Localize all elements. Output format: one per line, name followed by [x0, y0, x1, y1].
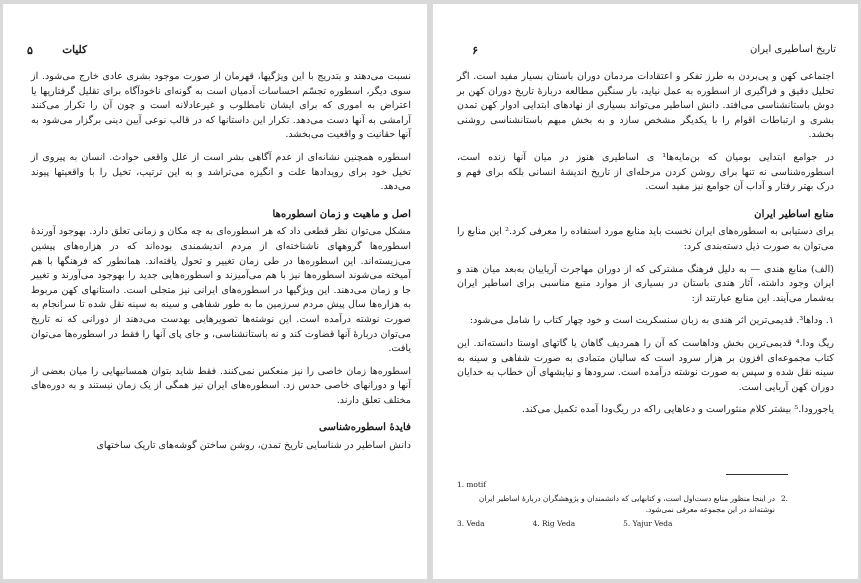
paragraph: ۱. ودا‌ها³. قدیمی‌ترین اثر هندی به زبان سنسکریت است و خود چهار کتاب را شامل می‌شود: [469, 315, 834, 327]
footnote-5: 5. Yajur Veda [623, 519, 673, 528]
paragraph: اجتماعی کهن و پی‌بردن به طرز تفکر و اعتقادات مردمان دوران باستان بسیار مفید است. اگر تحلیل دقیق و فراگیری از اسطوره به عمل نیاید، بار سنگین مطالعه دربارهٔ تاریخ دوران کهن بر دوش باستانشناسی می‌افتد. دانش اساطیر می‌تواند بسیاری از نهادهای ابتدایی ادوار کهن تمدن بشری و ارتباطات اقوام را با یکدیگر مشخص سازد و به بخش مبهم باستانشناسی روشنی بخشد. [457, 71, 834, 141]
footnote-2 [457, 493, 788, 515]
paragraph: اسطوره‌ها زمان خاصی را نیز منعکس نمی‌کنند. فقط شاید بتوان همسانیهایی را میان بعضی از آنها و دورانهای خاصی حدس زد. اسطوره‌های ایران نیز همگی از یک زمان نیستند و به دوره‌های مختلف تعلق دارند. [31, 365, 411, 406]
paragraph: ریگ ودا.⁴ قدیمی‌ترین بخش وداهاست که آن را همردیف گاهان یا گاتهای اوستا دانسته‌اند. این کتاب مجموعه‌ای افزون بر هزار سرود است که سالیان متمادی به صورت شفاهی و سینه به سینه نقل شده و سپس به صورت نوشته درآمده است. سرودها و نیایشهای آن خطاب به خدایان دوران کهن آریایی است. [457, 337, 834, 393]
running-header: تاریخ اساطیری ایران [750, 44, 836, 55]
running-header: کلیات [62, 44, 87, 56]
section-heading: فایدهٔ اسطوره‌شناسی [318, 421, 411, 434]
page-number: ۵ [27, 44, 33, 57]
right-page [433, 4, 858, 579]
left-page-body [31, 70, 411, 462]
footnotes [457, 474, 788, 529]
left-page-header [25, 44, 405, 60]
footnote-row [457, 518, 788, 529]
right-page-header [455, 44, 836, 60]
paragraph: دانش اساطیر در شناسایی تاریخ تمدن، روشن ساختن گوشه‌های تاریک ساختهای [96, 440, 411, 452]
footnote-2-number: 2. [780, 494, 788, 503]
paragraph: برای دستیابی به اسطوره‌های ایران نخست باید منابع مورد استفاده را معرفی کرد.² این منابع را می‌توان به صورت ذیل دسته‌بندی کرد: [457, 226, 834, 252]
footnote-1: 1. motif [457, 480, 486, 489]
paragraph: یاجورودا.⁵ بیشتر کلام منثوراست و دعاهایی راکه در ریگ‌ودا آمده تکمیل می‌کند. [521, 404, 834, 416]
paragraph: اسطوره همچنین نشانه‌ای از عدم آگاهی بشر است از علل واقعی حوادث. انسان به پیروی از تخیل خود برای رویدادها علت و انگیزه می‌تراشد و به این ترتیب، تخیل را با واقعیتها پیوند می‌دهد. [31, 151, 411, 193]
paragraph: (الف) منابع هندی — به دلیل فرهنگ مشترکی که از دوران مهاجرت آریاییان به‌بعد میان هند و ایران وجود داشته، آثار هندی باستان در بسیاری از موارد منبع مناسبی برای اساطیر ایران به‌شمار می‌آیند. این منابع عبارتند از: [457, 263, 834, 304]
paragraph: نسبت می‌دهند و بتدریج با این ویژگیها، قهرمان از صورت موجود بشری عادی خارج می‌شود. از سوی دیگر، اسطوره تجسّم احساسات آدمیان است به گونه‌ای ناخودآگاه برای تقلیل گرفتاریها یا اعتراض به اموری که برای ایشان نامطلوب و غیرعادلانه است و چون آن را تکرار می‌کنند آرامشی به آنها دست می‌دهد. تکرار این داستانها که در قالب نوعی آیین دینی برگزار می‌شود به آنها حقانیت و واقعیت می‌بخشد. [31, 71, 411, 141]
footnote-3: 3. Veda [457, 519, 485, 528]
right-page-body [457, 70, 834, 426]
section-heading: منابع اساطیر ایران [754, 207, 834, 220]
section-heading: اصل و ماهیت و زمان اسطوره‌ها [272, 207, 411, 220]
paragraph: در جوامع ابتدایی بومیان که بن‌مایه‌ها¹ ی اساطیری هنوز در میان آنها زنده است، اسطوره‌شناسی نه تنها برای روشن کردن مرحله‌ای از تاریخ اندیشهٔ انسانی بلکه برای فهم و درک بهتر رفتار و آداب آن جوامع نیز مفید است. [457, 151, 834, 193]
footnote-4: 4. Rig Veda [532, 519, 576, 528]
footnote-2-text: در اینجا منظور منابع دست‌اول است، و کتابهایی که دانشمندان و پژوهشگران دربارهٔ اساطیر ایران نوشته‌اند در این مجموعه معرفی نمی‌شود. [478, 494, 775, 514]
footnote-divider [726, 474, 788, 475]
paragraph: مشکل می‌توان نظر قطعی داد که هر اسطوره‌ای به چه مکان و زمانی تعلق دارد. بهوجود آورندهٔ اسطوره‌ها گروههای ناشناخته‌ای از مردم اندیشمندی بوده‌اند که در هزاره‌های پیشین می‌زیسته‌اند. این اسطوره‌ها در طی زمان تغییر و تحول یافته‌اند. همانطور که فرهنگها با هم آمیخته می‌شوند اسطوره‌ها نیز با هم می‌آمیزند و اسطوره‌هایی جدید را بهوجود می‌آورند و تغییر جا و زمان می‌دهند. این ویژگیها در اسطوره‌های ایرانی نیز متجلی است. داستانهای کهن مربوط به هزاره‌ها سال پیش مردم سرزمین ما به طور شفاهی و سینه به سینه نقل شده تا سرانجام به صورت نوشته درآمده است. این نوشته‌ها تصویرهایی بهدست می‌دهند از دورانی که نه تاریخ می‌توان دربارهٔ آنها قضاوت کند و نه باستانشناسی، و جای پای آنها را فقط در اسطوره‌ها می‌توان یافت. [31, 226, 411, 355]
page-number: ۶ [472, 44, 478, 57]
left-page [3, 4, 427, 579]
